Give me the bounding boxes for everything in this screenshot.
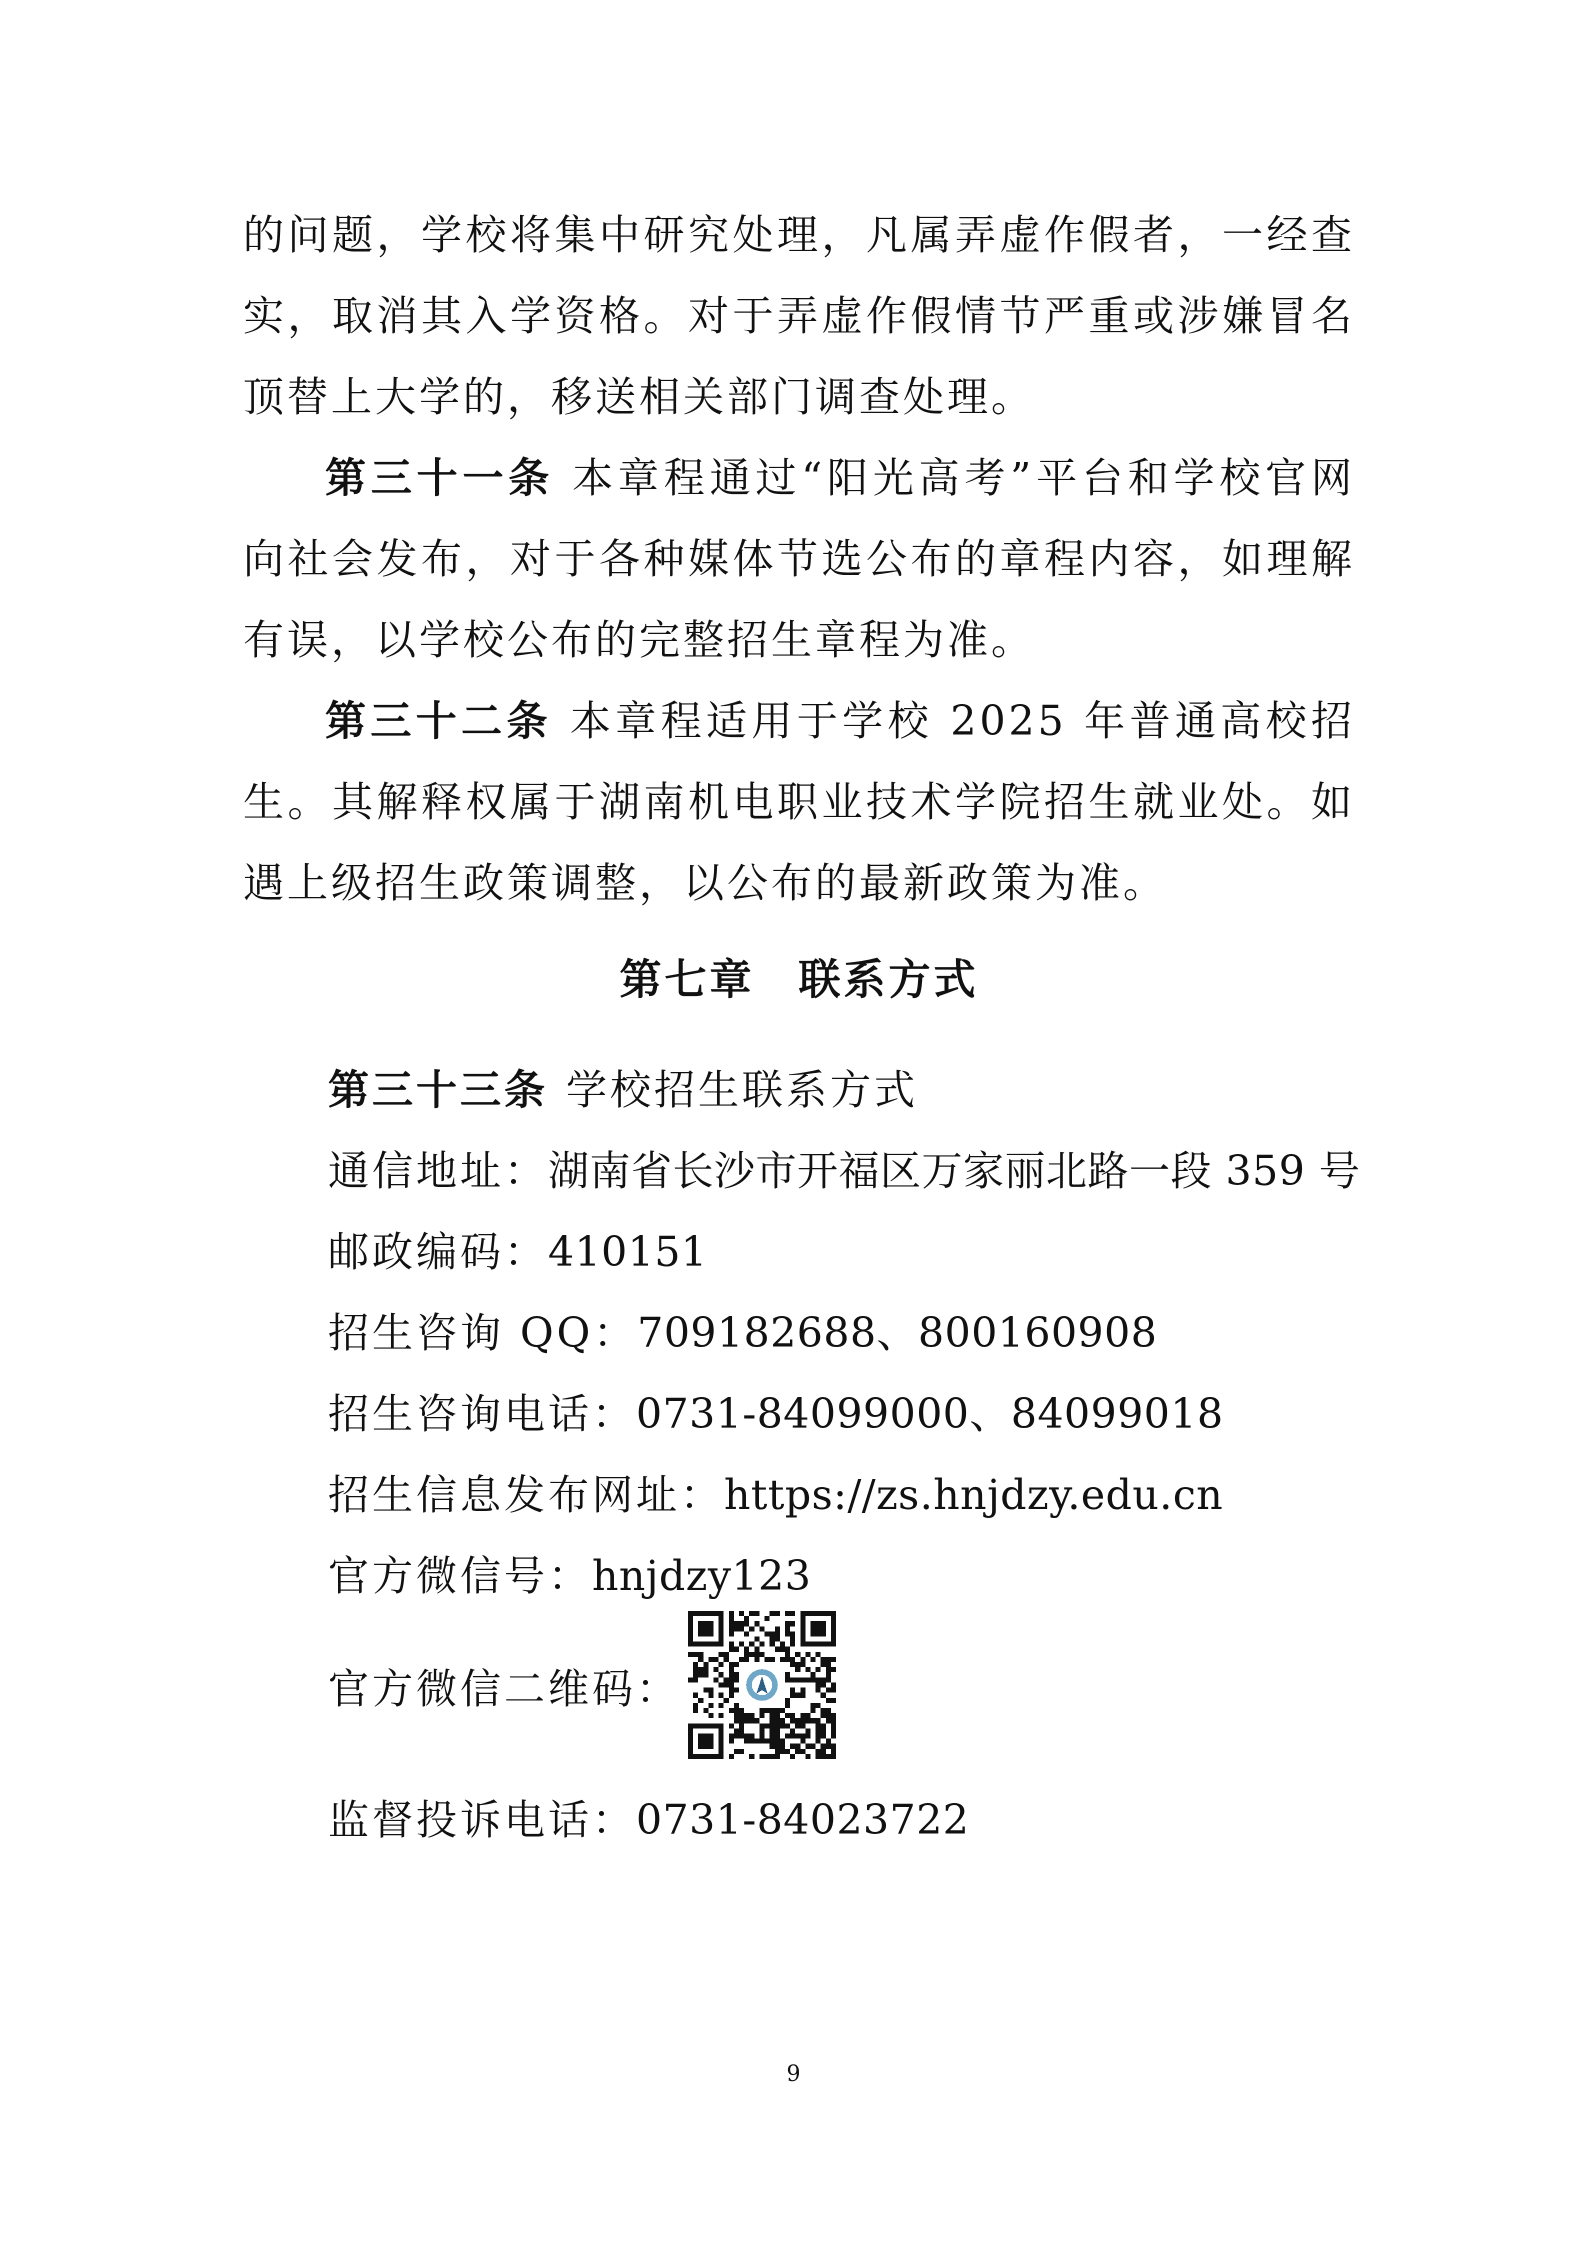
phone-label: 招生咨询电话： bbox=[328, 1390, 636, 1438]
chapter-heading bbox=[243, 950, 1355, 1010]
chapter-title: 联系方式 bbox=[798, 955, 979, 1004]
qq-label: 招生咨询 QQ： bbox=[328, 1309, 638, 1357]
contact-qq bbox=[328, 1303, 1358, 1363]
phone-value: 0731-84099000、84099018 bbox=[636, 1390, 1224, 1438]
article-33-heading: 第三十三条 bbox=[328, 1066, 548, 1114]
website-label: 招生信息发布网址： bbox=[328, 1471, 724, 1519]
contact-website bbox=[328, 1465, 1358, 1525]
contact-wechat-id bbox=[328, 1546, 1358, 1606]
wechat-value: hnjdzy123 bbox=[592, 1552, 812, 1600]
complaint-label: 监督投诉电话： bbox=[328, 1796, 636, 1844]
body-text bbox=[243, 195, 1355, 924]
qq-value: 709182688、800160908 bbox=[637, 1309, 1158, 1357]
contact-complaint bbox=[328, 1790, 1358, 1850]
address-label: 通信地址： bbox=[328, 1147, 548, 1195]
article-33 bbox=[328, 1060, 1358, 1120]
page-number: 9 bbox=[786, 2062, 801, 2087]
address-value: 湖南省长沙市开福区万家丽北路一段 359 号 bbox=[548, 1147, 1361, 1195]
postcode-value: 410151 bbox=[548, 1228, 708, 1276]
article-31-text: 本章程通过“阳光高考”平台和学校官网向社会发布，对于各种媒体节选公布的章程内容，如理解有误，以学校公布的完整招生章程为准。 bbox=[243, 454, 1355, 664]
chapter-number: 第七章 bbox=[619, 955, 755, 1004]
wechat-label: 官方微信号： bbox=[328, 1552, 592, 1600]
contact-address bbox=[328, 1141, 1361, 1201]
website-link[interactable]: https://zs.hnjdzy.edu.cn bbox=[724, 1471, 1224, 1519]
article-32 bbox=[243, 681, 1355, 924]
wechat-qr-code-icon bbox=[688, 1611, 836, 1759]
postcode-label: 邮政编码： bbox=[328, 1228, 548, 1276]
article-32-heading: 第三十二条 bbox=[325, 697, 552, 745]
article-33-text: 学校招生联系方式 bbox=[566, 1066, 918, 1114]
article-31-heading: 第三十一条 bbox=[325, 454, 555, 502]
contact-phone bbox=[328, 1384, 1358, 1444]
paragraph-continuation: 的问题，学校将集中研究处理，凡属弄虚作假者，一经查实，取消其入学资格。对于弄虚作假情节严重或涉嫌冒名顶替上大学的，移送相关部门调查处理。 bbox=[243, 211, 1355, 421]
qrcode-label: 官方微信二维码： bbox=[328, 1664, 680, 1713]
contact-wechat-qr bbox=[328, 1610, 836, 1760]
complaint-value: 0731-84023722 bbox=[636, 1796, 970, 1844]
contact-postcode bbox=[328, 1222, 1358, 1282]
article-32-text: 本章程适用于学校 2025 年普通高校招生。其解释权属于湖南机电职业技术学院招生就业处。如遇上级招生政策调整，以公布的最新政策为准。 bbox=[243, 697, 1356, 907]
article-31 bbox=[243, 438, 1355, 681]
